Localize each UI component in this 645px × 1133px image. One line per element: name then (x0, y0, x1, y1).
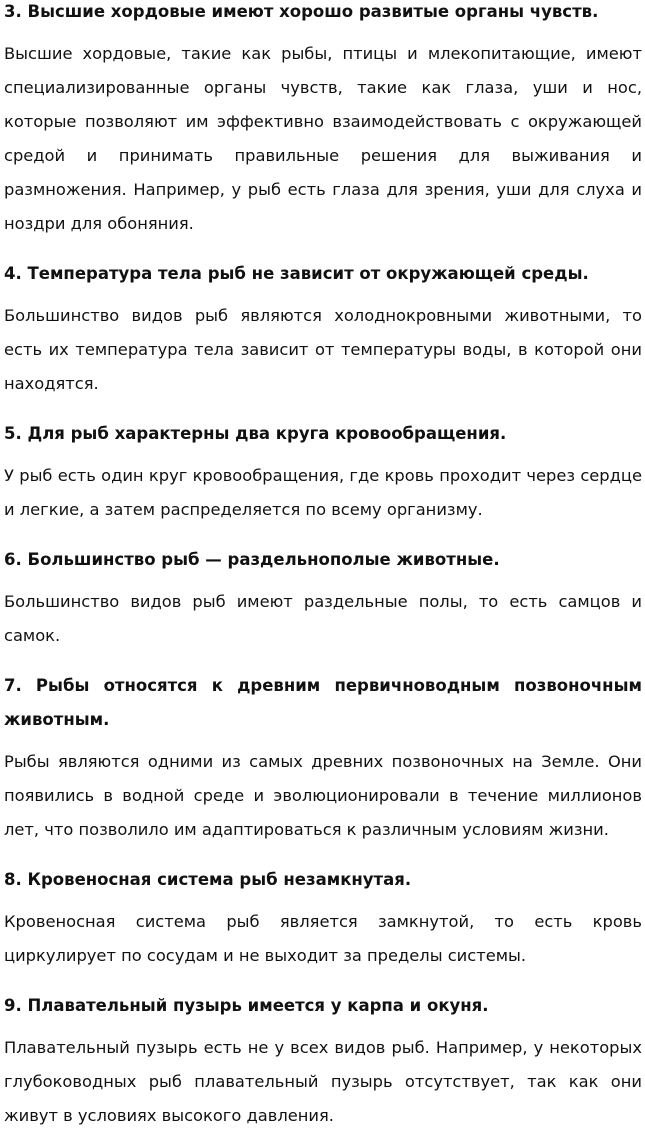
section-body: Большинство видов рыб имеют раздельные полы, то есть самцов и самок. (4, 592, 642, 645)
section-heading: 4. Температура тела рыб не зависит от окружающей среды. (4, 264, 589, 283)
section-heading: 6. Большинство рыб — раздельнополые животные. (4, 550, 500, 569)
section-heading: 7. Рыбы относятся к древним первичноводным позвоночным животным. (4, 676, 642, 729)
section-body: Высшие хордовые, такие как рыбы, птицы и млекопитающие, имеют специализированные органы чувств, такие как глаза, уши и нос, которые позволяют им эффективно взаимодействовать с окружающей средой и принимать правильные решения для выживания и размножения. Например, у рыб есть глаза для зрения, уши для слуха и ноздри для обоняния. (4, 44, 642, 233)
section-body: Плавательный пузырь есть не у всех видов рыб. Например, у некоторых глубоководных рыб плавательный пузырь отсутствует, так как они живут в условиях высокого давления. (4, 1038, 642, 1125)
section-body: Кровеносная система рыб является замкнутой, то есть кровь циркулирует по сосудам и не выходит за пределы системы. (4, 912, 642, 965)
section-heading: 5. Для рыб характерны два круга кровообращения. (4, 424, 507, 443)
section-body: У рыб есть один круг кровообращения, где кровь проходит через сердце и легкие, а затем распределяется по всему организму. (4, 466, 642, 519)
section-heading: 9. Плавательный пузырь имеется у карпа и окуня. (4, 996, 489, 1015)
section-heading: 3. Высшие хордовые имеют хорошо развитые органы чувств. (4, 2, 599, 21)
section-body: Большинство видов рыб являются холоднокровными животными, то есть их температура тела зависит от температуры воды, в которой они находятся. (4, 306, 642, 393)
section-body: Рыбы являются одними из самых древних позвоночных на Земле. Они появились в водной среде и эволюционировали в течение миллионов лет, что позволило им адаптироваться к различным условиям жизни. (4, 752, 642, 839)
section-heading: 8. Кровеносная система рыб незамкнутая. (4, 870, 412, 889)
